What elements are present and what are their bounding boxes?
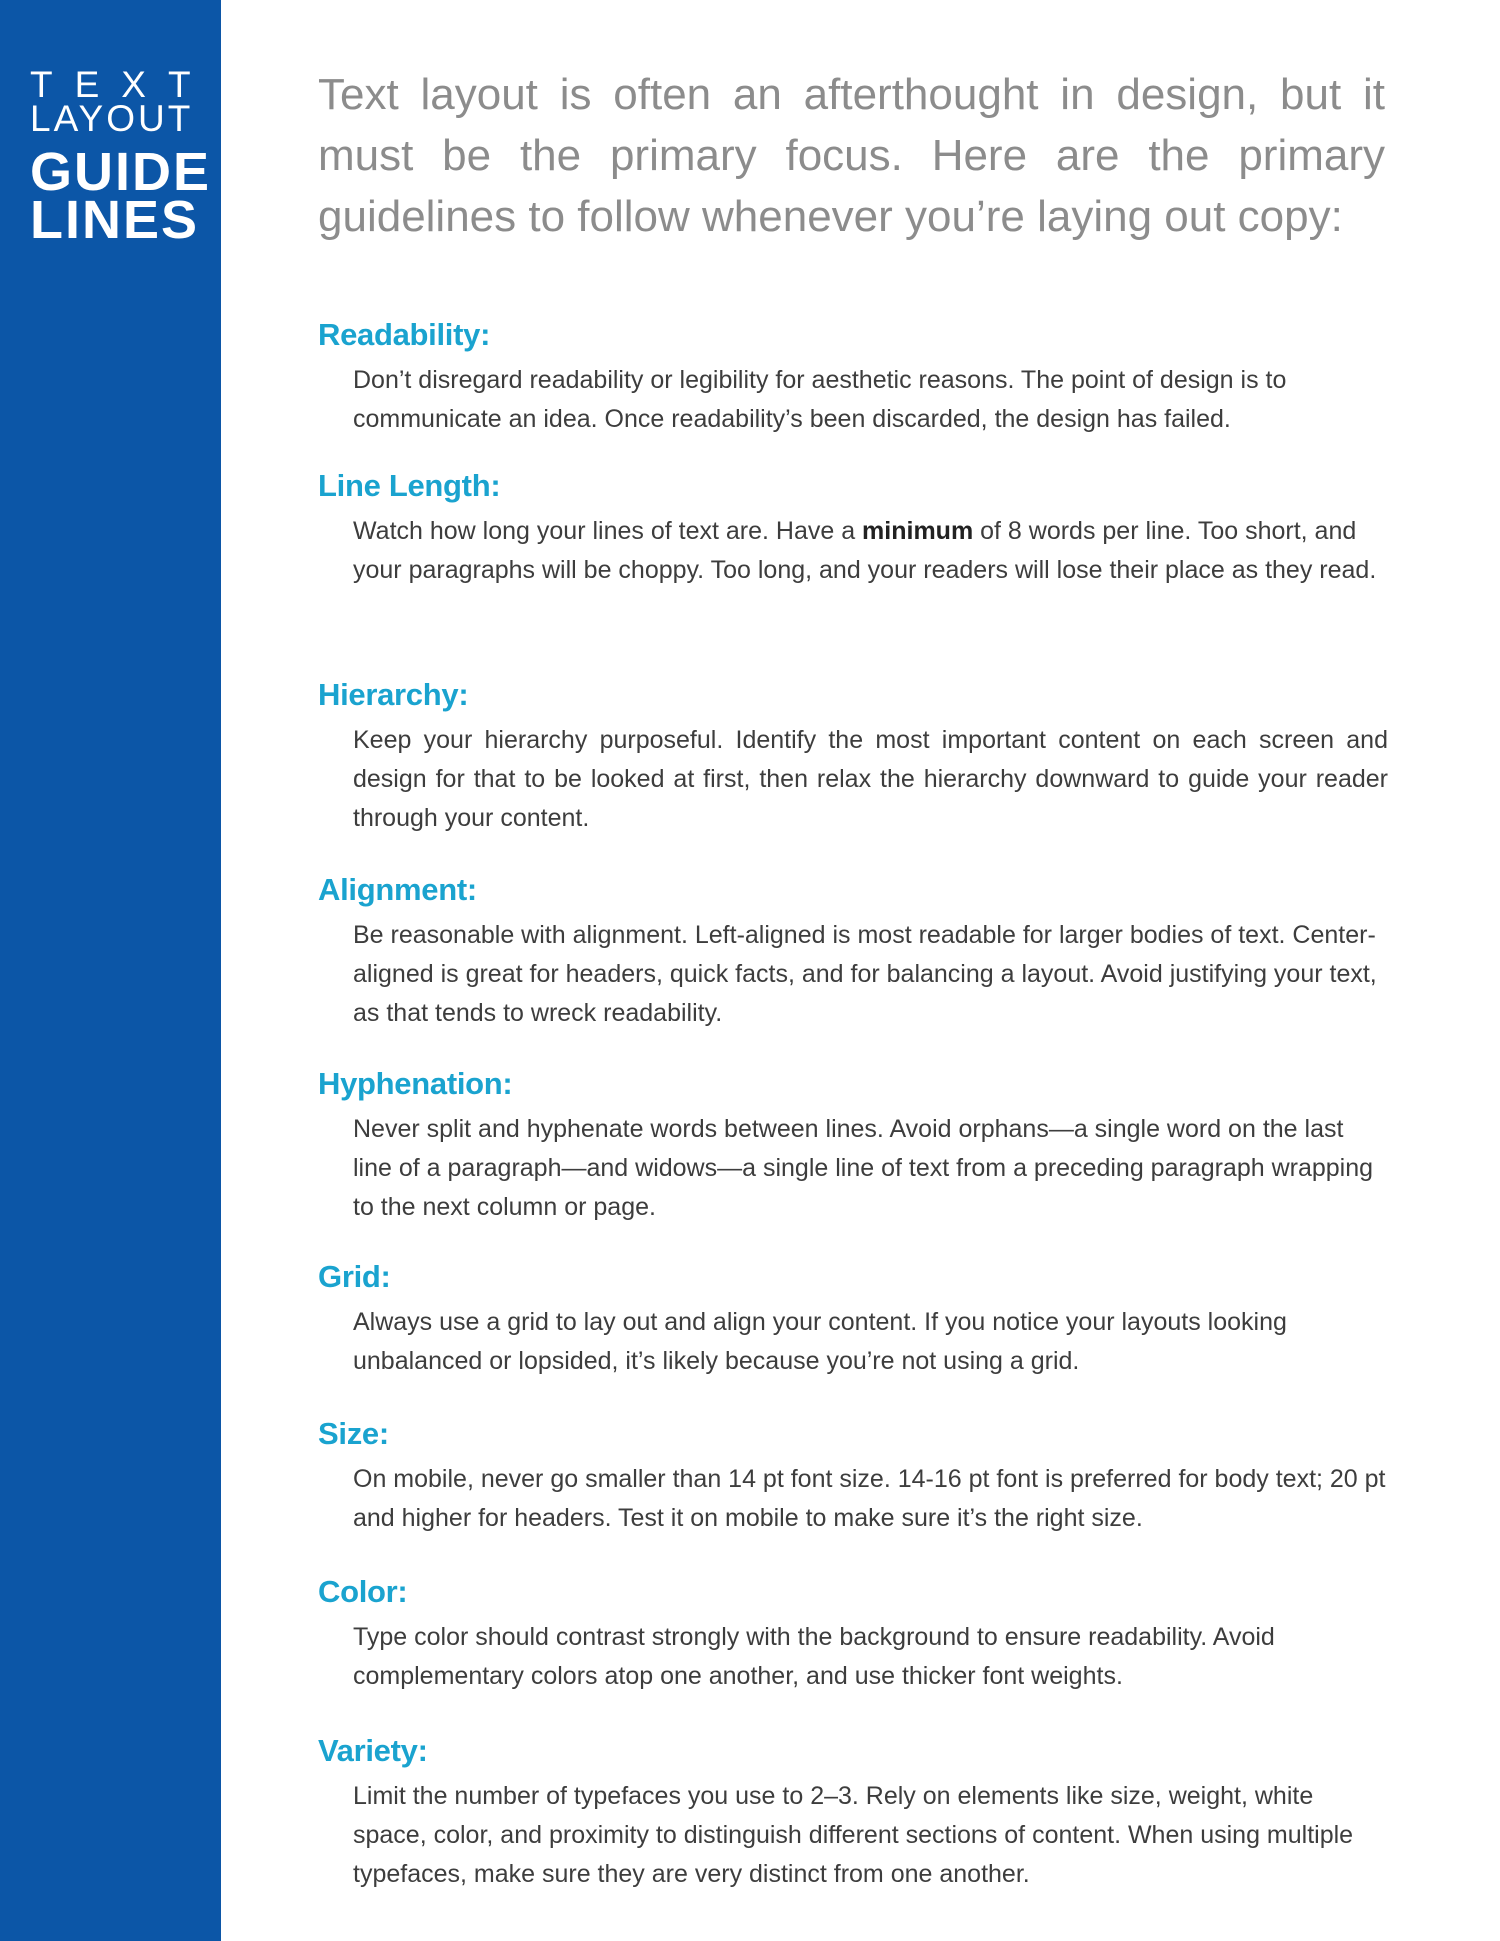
sidebar-title (30, 64, 213, 250)
guideline-alignment (318, 870, 1388, 1033)
guideline-variety (318, 1731, 1388, 1894)
guideline-body: Always use a grid to lay out and align your content. If you notice your layouts looking unbalanced or lopsided, it’s likely because you’re not using a grid. (353, 1308, 1287, 1375)
guideline-body: Keep your hierarchy purposeful. Identify the most important content on each screen and design for that to be looked at first, then relax the hierarchy downward to guide your reader through your content. (353, 726, 1388, 832)
guideline-body: Never split and hyphenate words between lines. Avoid orphans—a single word on the last line of a paragraph—and widows—a single line of text from a preceding paragraph wrapping to the next column or page. (353, 1115, 1374, 1221)
guideline-heading: Size: (318, 1416, 389, 1451)
guideline-grid (318, 1257, 1388, 1381)
guideline-body: Limit the number of typefaces you use to 2–3. Rely on elements like size, weight, white space, color, and proximity to distinguish different sections of content. When using multiple typefaces, make sure they are very distinct from one another. (353, 1782, 1354, 1888)
guideline-heading: Color: (318, 1574, 408, 1609)
guideline-body: Be reasonable with alignment. Left-aligned is most readable for larger bodies of text. Center-aligned is great for headers, quick facts, and for balancing a layout. Avoid justifying your text, as that tends to wreck readability. (353, 921, 1377, 1027)
guideline-heading: Variety: (318, 1733, 428, 1768)
title-line-guide: GUIDE (30, 142, 212, 202)
guideline-body: Type color should contrast strongly with the background to ensure readability. Avoid complementary colors atop one another, and use thicker font weights. (353, 1623, 1275, 1690)
guideline-body-text: Watch how long your lines of text are. Have a (353, 517, 863, 545)
guideline-color (318, 1572, 1388, 1696)
guideline-heading: Grid: (318, 1259, 391, 1294)
guideline-body: Don’t disregard readability or legibility for aesthetic reasons. The point of design is to communicate an idea. Once readability’s been discarded, the design has failed. (353, 366, 1287, 433)
title-line-text: TEXT (30, 64, 213, 105)
guideline-hierarchy (318, 675, 1388, 838)
guideline-body (353, 512, 1388, 590)
title-line-layout: LAYOUT (30, 98, 194, 139)
guideline-hyphenation (318, 1064, 1388, 1227)
guideline-heading: Hierarchy: (318, 677, 469, 712)
guideline-heading: Alignment: (318, 872, 477, 907)
guideline-heading: Line Length: (318, 468, 501, 503)
guideline-heading: Hyphenation: (318, 1066, 513, 1101)
guideline-body: On mobile, never go smaller than 14 pt font size. 14-16 pt font is preferred for body text; 20 pt and higher for headers. Test it on mobile to make sure it’s the right size. (353, 1465, 1386, 1532)
intro-paragraph: Text layout is often an afterthought in design, but it must be the primary focus. Here are the primary guidelines to follow whenever you’re laying out copy: (318, 70, 1385, 241)
title-line-lines: LINES (30, 190, 200, 250)
emphasis-minimum: minimum (862, 517, 974, 545)
guideline-line-length (318, 466, 1388, 590)
guideline-size (318, 1414, 1388, 1538)
guideline-body-text: of 8 words per line. Too short, and your paragraphs will be choppy. Too long, and your readers will lose their place as they read. (353, 517, 1377, 584)
sidebar (0, 0, 221, 1941)
guideline-heading: Readability: (318, 317, 491, 352)
guideline-readability (318, 315, 1388, 439)
